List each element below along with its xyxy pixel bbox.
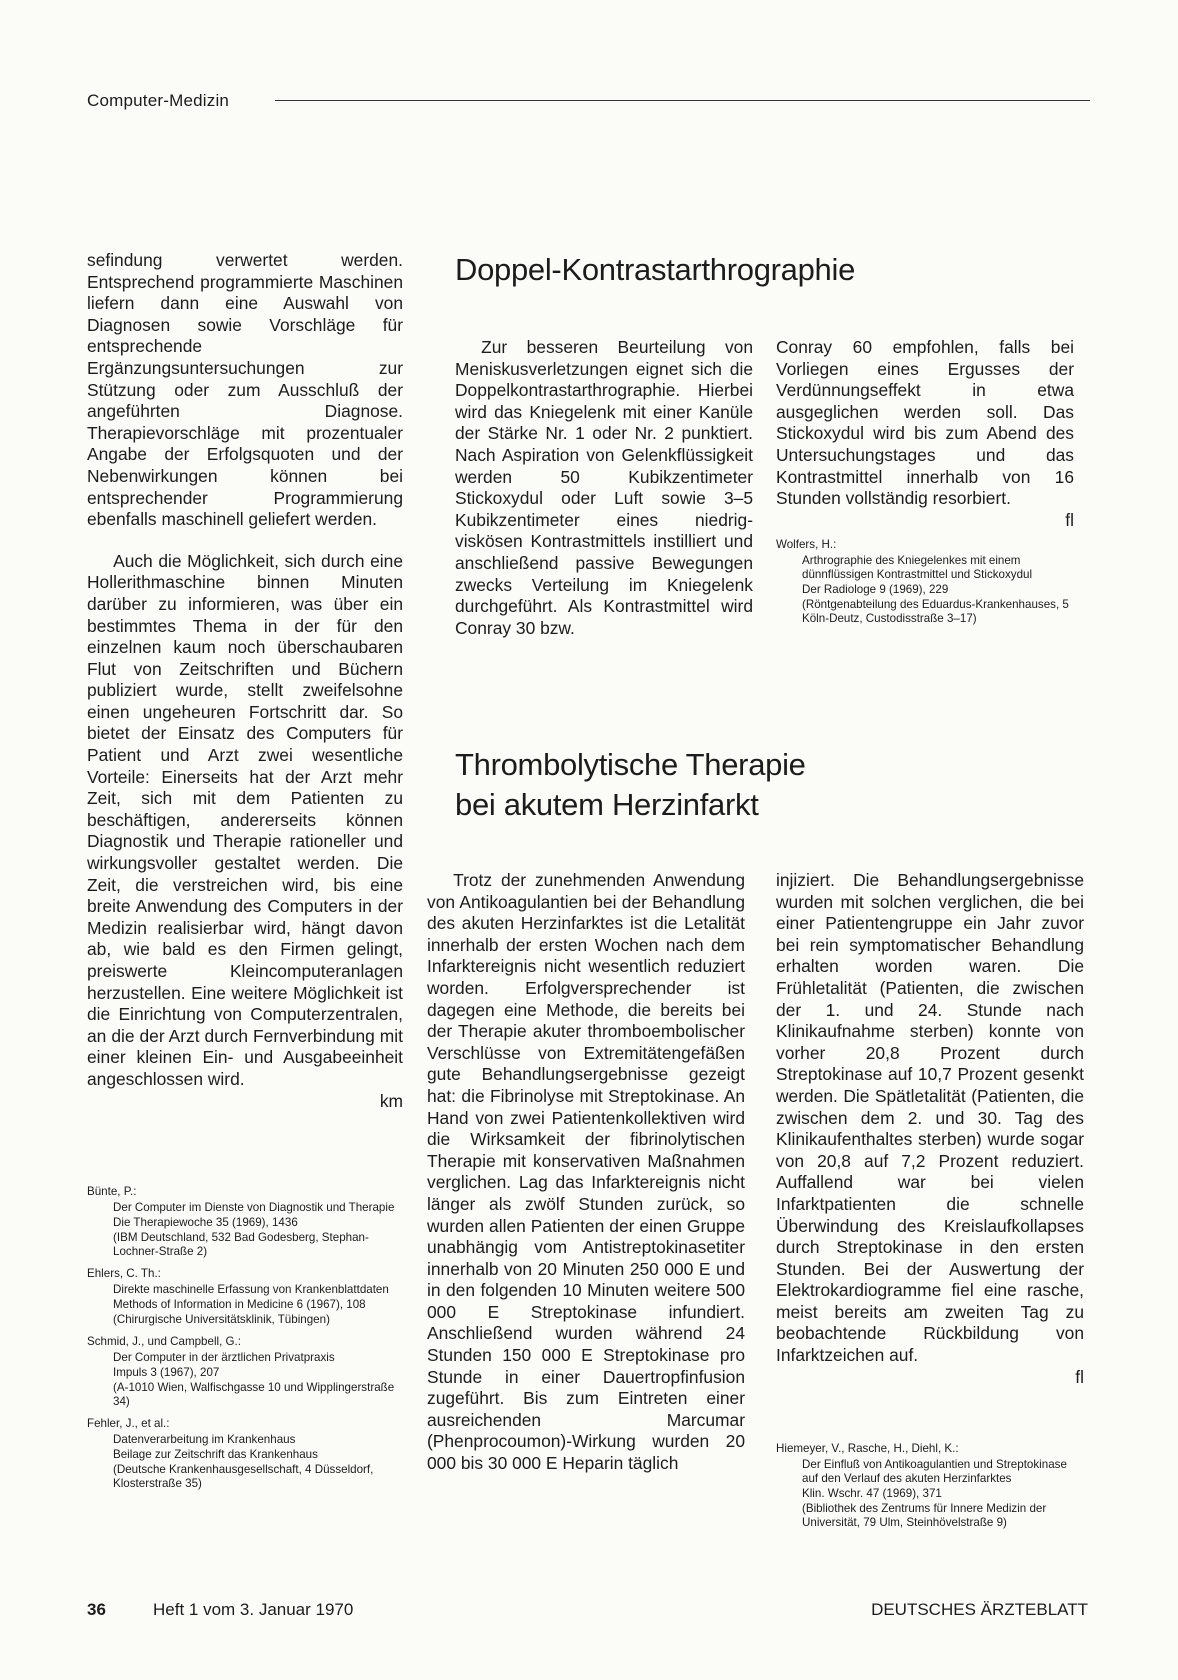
left-paragraph-2: Auch die Möglichkeit, sich durch eine Hollerithmaschine binnen Minuten darüber zu informieren, was über ein bestimmtes Thema in der für den einzelnen kaum noch überschaubaren Flut von Zeitschriften und Büchern publiziert wurde, stellt zweifelsohne einen ungeheuren Fortschritt dar. So bietet der Einsatz des Computers für Patient und Arzt zwei wesentliche Vorteile: Einerseits hat der Arzt mehr Zeit, sich mit dem Patienten zu beschäftigen, andererseits können Diagnostik und Therapie rationeller und wirkungsvoller gestaltet werden. Die Zeit, die verstreichen wird, bis eine breite Anwendung des Computers in der Medizin realisierbar wird, hängt davon ab, wie bald es den Firmen gelingt, preiswerte Kleincomputeranlagen herzustellen. Eine weitere Möglichkeit ist die Einrichtung von Computerzentralen, an die der Arzt durch Fernverbindung mit einer kleinen Ein- und Ausgabeeinheit angeschlossen wird. km [87,550,403,1111]
left-references [87,1185,407,1499]
article-title-thrombolysis [455,745,806,825]
arthrography-column-2: Conray 60 empfohlen, falls bei Vorliegen eines Ergusses der Verdünnungseffekt in etwa ausgeglichen werden soll. Das Stickoxydul wird bis zum Abend des Untersuchungstages und das Kontrastmittel innerhalb von 16 Stunden vollständig resorbiert. fl [776,337,1074,530]
reference-address: (Deutsche Krankenhausgesellschaft, 4 Düsseldorf, Klosterstraße 35) [113,1463,374,1490]
reference-author: Fehler, J., et al.: [87,1417,170,1430]
article-title-arthrography: Doppel-Kontrastarthrographie [455,252,856,287]
reference [87,1185,407,1259]
section-label: Computer-Medizin [87,91,230,110]
reference-source: Klin. Wschr. 47 (1969), 371 [802,1487,942,1500]
header-rule [275,100,1090,101]
reference-title: Der Einfluß von Antikoagulantien und Streptokinase auf den Verlauf des akuten Herzinfarktes [802,1458,1067,1485]
reference [776,538,1076,626]
reference-address: (Röntgenabteilung des Eduardus-Krankenhauses, 5 Köln-Deutz, Custodisstraße 3–17) [802,598,1069,625]
arthrography-reference [776,538,1076,634]
reference [776,1442,1082,1530]
left-paragraph-1: sefindung verwertet werden. Entsprechend programmierte Maschinen liefern dann eine Auswahl von Diagnosen sowie Vorschläge für entsprechende Ergänzungsuntersuchungen zur Stützung oder zum Ausschluß der angeführten Diagnose. Therapievorschläge mit prozentualer Angabe der Erfolgsquoten und der Nebenwirkungen können bei entsprechender Programmierung ebenfalls maschinell geliefert werden. [87,250,403,530]
reference [87,1267,407,1327]
reference-address: (IBM Deutschland, 532 Bad Godesberg, Stephan-Lochner-Straße 2) [113,1231,369,1258]
reference-author: Hiemeyer, V., Rasche, H., Diehl, K.: [776,1442,959,1455]
journal-name: DEUTSCHES ÄRZTEBLATT [871,1600,1088,1619]
reference-title: Datenverarbeitung im Krankenhaus [113,1433,296,1446]
reference-title: Direkte maschinelle Erfassung von Krankenblattdaten [113,1283,389,1296]
left-signature: km [379,1090,403,1111]
reference-author: Ehlers, C. Th.: [87,1267,161,1280]
reference [87,1417,407,1491]
reference-author: Schmid, J., und Campbell, G.: [87,1335,242,1348]
issue-info: Heft 1 vom 3. Januar 1970 [153,1600,354,1619]
reference [87,1335,407,1409]
reference-source: Die Therapiewoche 35 (1969), 1436 [113,1216,298,1229]
thrombolysis-column-2: injiziert. Die Behandlungsergebnisse wurden mit solchen verglichen, die bei einer Patientengruppe ein Jahr zuvor bei rein symptomatischer Behandlung erhalten worden waren. Die Frühletalität (Patienten, die zwischen der 1. und 24. Stunde nach Klinikaufnahme sterben) konnte von vorher 20,8 Prozent durch Streptokinase auf 10,7 Prozent gesenkt werden. Die Spätletalität (Patienten, die zwischen dem 2. und 30. Tag des Klinikaufenthaltes sterben) wurde sogar von 20,8 auf 7,2 Prozent reduziert. Auffallend war bei vielen Infarktpatienten die schnelle Überwindung des Kreislaufkollapses durch Streptokinase in den ersten Stunden. Bei der Auswertung der Elektrokardiogramme fiel eine rasche, meist bereits am zweiten Tag zu beobachtende Rückbildung von Infarktzeichen auf. fl [776,870,1084,1387]
thrombolysis-signature: fl [1075,1366,1084,1387]
page-number: 36 [87,1600,106,1619]
reference-address: (Chirurgische Universitätsklinik, Tübingen) [113,1313,330,1326]
arthrography-signature: fl [1065,509,1074,530]
reference-address: (Bibliothek des Zentrums für Innere Medizin der Universität, 79 Ulm, Steinhövelstraße 9) [802,1502,1047,1529]
reference-source: Methods of Information in Medicine 6 (1967), 108 [113,1298,366,1311]
thrombolysis-reference [776,1442,1082,1538]
reference-title: Der Computer im Dienste von Diagnostik und Therapie [113,1201,395,1214]
thrombolysis-column-1: Trotz der zunehmenden Anwendung von Antikoagulantien bei der Behandlung des akuten Herzinfarktes ist die Letalität innerhalb der ersten Wochen nach dem Infarktereignis nicht wesentlich reduziert worden. Erfolgversprechender ist dagegen eine Methode, die bereits bei der Therapie akuter thromboembolischer Verschlüsse von Extremitätengefäßen gute Behandlungsergebnisse gezeigt hat: die Fibrinolyse mit Streptokinase. An Hand von zwei Patientenkollektiven wird die Wirksamkeit der fibrinolytischen Therapie mit konservativen Maßnahmen verglichen. Lag das Infarktereignis nicht länger als zwölf Stunden zurück, so wurden allen Patienten der einen Gruppe unabhängig vom Antistreptokinasetiter innerhalb von 20 Minuten 250 000 E und in den folgenden 10 Minuten weitere 500 000 E Streptokinase infundiert. Anschließend wurden während 24 Stunden 150 000 E Streptokinase pro Stunde in einer Dauertropfinfusion zugeführt. Bis zum Eintreten einer ausreichenden Marcumar (Phenprocoumon)-Wirkung wurden 20 000 bis 30 000 E Heparin täglich [427,870,745,1474]
reference-title: Arthrographie des Kniegelenkes mit einem dünnflüssigen Kontrastmittel und Stickoxydul [802,554,1033,581]
left-column [87,250,403,1112]
reference-author: Wolfers, H.: [776,538,837,551]
reference-title: Der Computer in der ärztlichen Privatpraxis [113,1351,335,1364]
reference-source: Der Radiologe 9 (1969), 229 [802,583,949,596]
arthrography-column-1: Zur besseren Beurteilung von Meniskusverletzungen eignet sich die Doppelkontrastarthrographie. Hierbei wird das Kniegelenk mit einer Kanüle der Stärke Nr. 1 oder Nr. 2 punktiert. Nach Aspiration von Gelenkflüssigkeit werden 50 Kubikzentimeter Stickoxydul oder Luft sowie 3–5 Kubikzentimeter eines niedrig-viskösen Kontrastmittels instilliert und anschließend passive Bewegungen zwecks Verteilung im Kniegelenk durchgeführt. Als Kontrastmittel wird Conray 30 bzw. [455,337,753,638]
reference-source: Beilage zur Zeitschrift das Krankenhaus [113,1448,318,1461]
reference-source: Impuls 3 (1967), 207 [113,1366,220,1379]
title-line-2: bei akutem Herzinfarkt [455,787,759,822]
title-line-1: Thrombolytische Therapie [455,747,806,782]
reference-author: Bünte, P.: [87,1185,137,1198]
reference-address: (A-1010 Wien, Walfischgasse 10 und Wipplingerstraße 34) [113,1381,395,1408]
